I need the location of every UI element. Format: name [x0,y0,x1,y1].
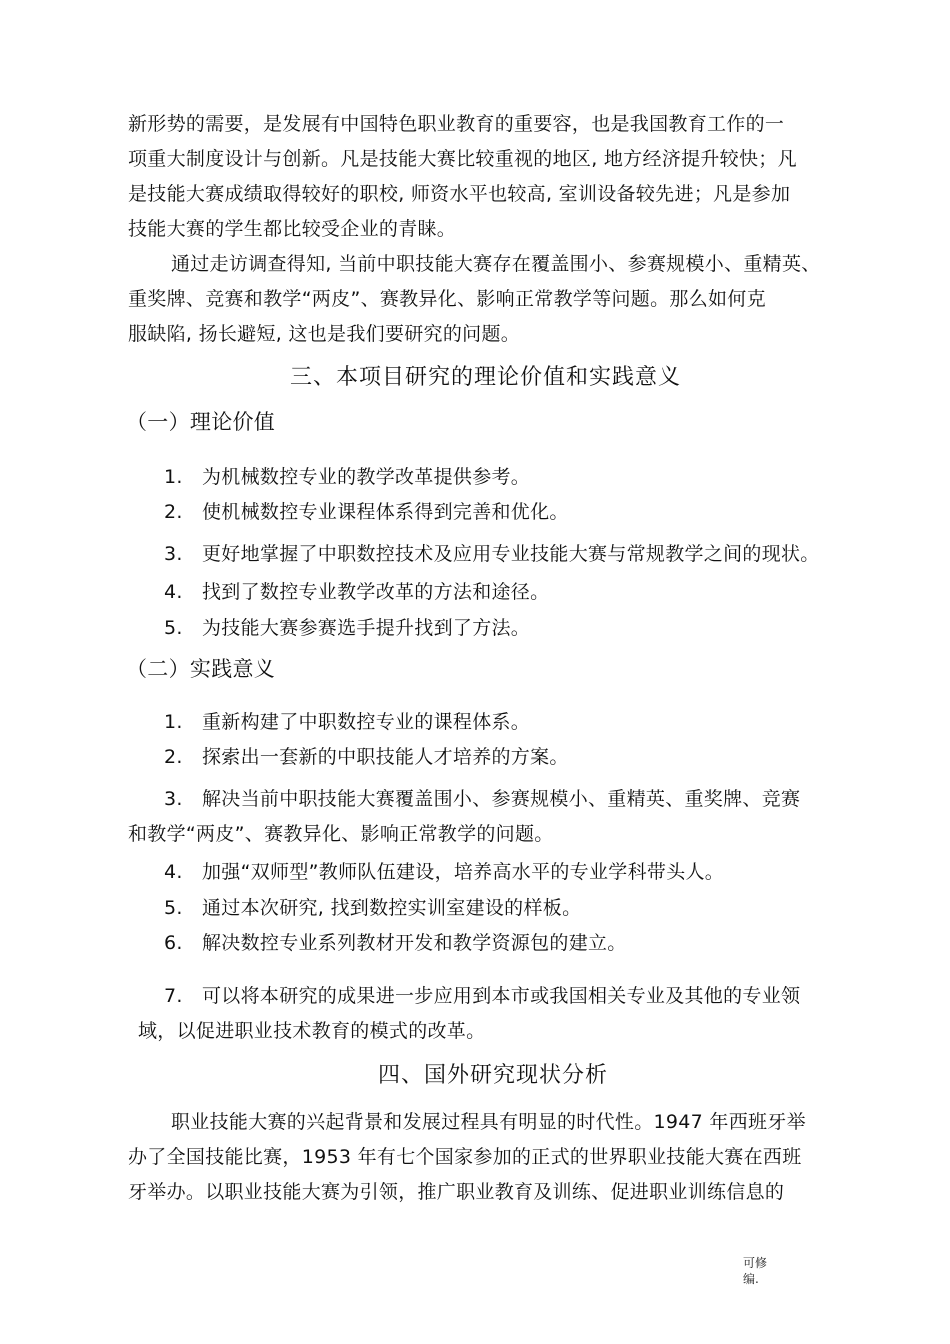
footer-line-1: 可修 [743,1256,768,1270]
item-number: 3. [164,543,183,565]
page-footer-note [743,1255,767,1287]
item-number: 1. [164,711,183,733]
section-3-heading: 三、本项目研究的理论价值和实践意义 [290,365,682,390]
practice-item-3 [164,785,800,813]
theory-item-3 [164,540,820,568]
item-text: 为技能大赛参赛选手提升找到了方法。 [202,617,531,639]
theory-item-2 [164,498,569,526]
practice-item-5 [164,894,581,922]
item-number: 2. [164,746,183,768]
practice-item-2 [164,743,569,771]
item-number: 3. [164,788,183,810]
item-number: 2. [164,501,183,523]
paragraph-2-line-1: 通过走访调查得知, 当前中职技能大赛存在覆盖围小、参赛规模小、重精英、 [171,253,821,275]
practice-item-3-continuation: 和教学“两皮”、赛教异化、影响正常教学的问题。 [128,823,554,845]
item-text: 加强“双师型”教师队伍建设，培养高水平的专业学科带头人。 [202,861,725,883]
paragraph-1-line-2: 项重大制度设计与创新。凡是技能大赛比较重视的地区, 地方经济提升较快；凡 [128,148,797,170]
item-text: 探索出一套新的中职技能人才培养的方案。 [202,746,569,768]
item-number: 1. [164,466,183,488]
footer-line-2: 编. [743,1272,759,1286]
item-number: 4. [164,861,183,883]
paragraph-2-line-2: 重奖牌、竞赛和教学“两皮”、赛教异化、影响正常教学等问题。那么如何克 [128,288,766,310]
paragraph-1-line-3: 是技能大赛成绩取得较好的职校, 师资水平也较高, 室训设备较先进；凡是参加 [128,183,791,205]
item-text: 可以将本研究的成果进一步应用到本市或我国相关专业及其他的专业领 [202,985,801,1007]
theory-item-5 [164,614,530,642]
item-number: 7. [164,985,183,1007]
item-text: 通过本次研究, 找到数控实训室建设的样板。 [202,897,582,919]
practice-item-1 [164,708,530,736]
section-4-line-1: 职业技能大赛的兴起背景和发展过程具有明显的时代性。1947 年西班牙举 [171,1111,806,1133]
paragraph-2-line-3: 服缺陷, 扬长避短, 这也是我们要研究的问题。 [128,323,521,345]
item-number: 5. [164,617,183,639]
item-number: 6. [164,932,183,954]
subsection-practice-heading: （二）实践意义 [126,657,276,681]
item-number: 5. [164,897,183,919]
item-text: 使机械数控专业课程体系得到完善和优化。 [202,501,569,523]
theory-item-4 [164,578,549,606]
item-text: 找到了数控专业教学改革的方法和途径。 [202,581,550,603]
practice-item-7 [164,982,800,1010]
section-4-line-3: 牙举办。以职业技能大赛为引领，推广职业教育及训练、促进职业训练信息的 [128,1181,785,1203]
paragraph-1-line-1: 新形势的需要，是发展有中国特色职业教育的重要容，也是我国教育工作的一 [128,113,785,135]
item-text: 更好地掌握了中职数控技术及应用专业技能大赛与常规教学之间的现状。 [202,543,820,565]
section-4-heading: 四、国外研究现状分析 [378,1063,609,1088]
subsection-theory-heading: （一）理论价值 [126,410,276,434]
practice-item-6 [164,929,627,957]
paragraph-1-line-4: 技能大赛的学生都比较受企业的青睐。 [128,218,457,240]
practice-item-7-continuation: 域，以促进职业技术教育的模式的改革。 [138,1020,486,1042]
section-4-line-2: 办了全国技能比赛，1953 年有七个国家参加的正式的世界职业技能大赛在西班 [128,1146,802,1168]
item-text: 重新构建了中职数控专业的课程体系。 [202,711,531,733]
theory-item-1 [164,463,530,491]
item-number: 4. [164,581,183,603]
practice-item-4 [164,858,724,886]
item-text: 为机械数控专业的教学改革提供参考。 [202,466,531,488]
item-text: 解决数控专业系列教材开发和教学资源包的建立。 [202,932,627,954]
item-text: 解决当前中职技能大赛覆盖围小、参赛规模小、重精英、重奖牌、竞赛 [202,788,801,810]
